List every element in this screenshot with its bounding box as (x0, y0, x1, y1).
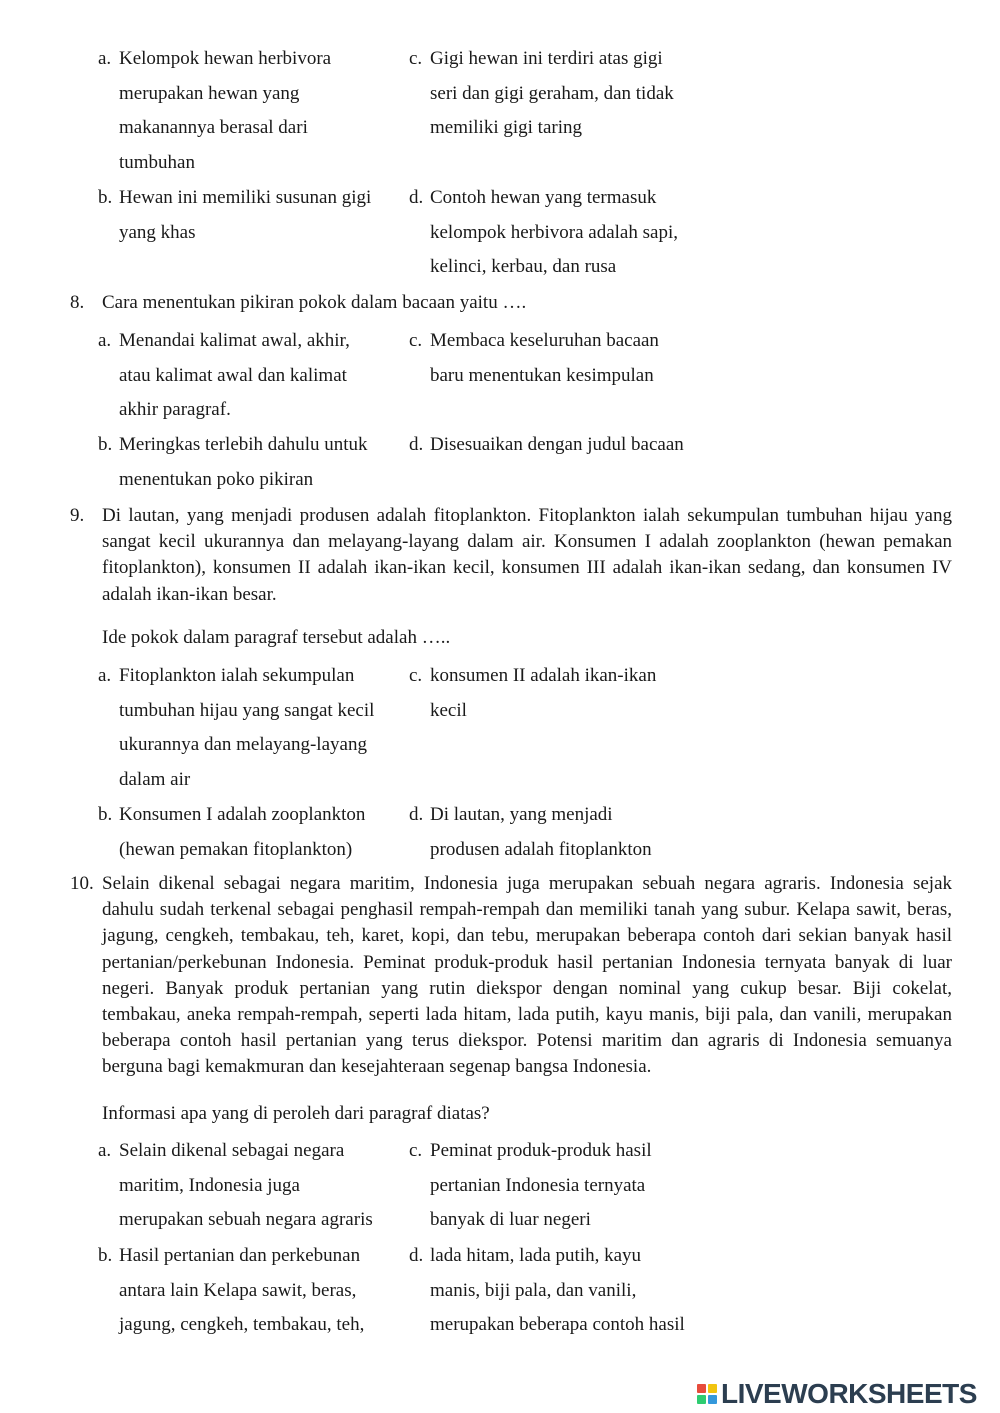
q9-option-d[interactable] (409, 798, 729, 867)
option-text-line: atau kalimat awal dan kalimat (119, 364, 347, 386)
question-9 (70, 503, 952, 608)
option-text-line: menentukan poko pikiran (119, 468, 314, 490)
option-text-line: maritim, Indonesia juga (119, 1174, 300, 1196)
option-label: c. (409, 330, 423, 351)
option-text-line: seri dan gigi geraham, dan tidak (430, 82, 674, 104)
question-paragraph: Selain dikenal sebagai negara maritim, Indonesia juga merupakan sebuah negara agraris. Indonesia sejak dahulu sudah terkenal sebagai penghasil rempah-rempah dan memiliki tanah yang subur. Kelapa sawit, beras, jagung, cengkeh, tembakau, teh, karet, kopi, dan tebu, merupakan beberapa contoh dari sekian banyak hasil pertanian/perkebunan Indonesia. Peminat produk-produk hasil pertanian Indonesia ternyata banyak di luar negeri. Banyak produk pertanian yang rutin diekspor dengan nominal yang cukup besar. Biji cokelat, tembakau, aneka rempah-rempah, seperti lada hitam, lada putih, kayu manis, biji pala, dan vanili, merupakan beberapa contoh hasil pertanian yang terus diekspor. Potensi maritim dan agraris di Indonesia semuanya berguna bagi kemakmuran dan kesejahteraan segenap bangsa Indonesia. (102, 873, 952, 1078)
option-text-line: kelompok herbivora adalah sapi, (430, 221, 678, 243)
option-text-line: dalam air (119, 768, 191, 790)
brand-name: LIVEWORKSHEETS (721, 1378, 977, 1409)
option-label: b. (98, 804, 113, 825)
option-text-line: Konsumen I adalah zooplankton (119, 804, 366, 825)
option-text-line: Gigi hewan ini terdiri atas gigi (430, 48, 663, 69)
option-text-line: merupakan sebuah negara agraris (119, 1209, 373, 1231)
option-text-line: baru menentukan kesimpulan (430, 364, 654, 386)
option-text-line: Selain dikenal sebagai negara (119, 1140, 345, 1161)
q10-option-c[interactable] (409, 1134, 729, 1238)
option-label: b. (98, 434, 113, 455)
q8-option-b[interactable] (98, 428, 398, 497)
option-label: a. (98, 665, 112, 686)
option-text-line: makanannya berasal dari (119, 117, 308, 139)
option-text-line: ukurannya dan melayang-layang (119, 734, 367, 756)
option-text-line: lada hitam, lada putih, kayu (430, 1245, 642, 1266)
q8-option-d[interactable] (409, 428, 729, 463)
option-label: b. (98, 1245, 113, 1266)
option-label: a. (98, 1140, 112, 1161)
option-text-line: Menandai kalimat awal, akhir, (119, 330, 350, 351)
option-label: d. (409, 1245, 424, 1266)
option-text-line: Contoh hewan yang termasuk (430, 187, 657, 208)
q7-option-a[interactable] (98, 42, 398, 180)
option-text-line: Peminat produk-produk hasil (430, 1140, 652, 1161)
question-paragraph: Di lautan, yang menjadi produsen adalah fitoplankton. Fitoplankton ialah sekumpulan tumbuhan hijau yang sangat kecil ukurannya dan melayang-layang dalam air. Konsumen I adalah zooplankton (hewan pemakan fitoplankton), konsumen II adalah ikan-ikan kecil, konsumen III adalah ikan-ikan sedang, dan konsumen IV adalah ikan-ikan besar. (102, 505, 952, 605)
q10-option-b[interactable] (98, 1239, 398, 1343)
question-number: 9. (70, 505, 85, 526)
logo-square (697, 1384, 706, 1393)
option-text-line: Fitoplankton ialah sekumpulan (119, 665, 355, 686)
option-text-line: produsen adalah fitoplankton (430, 838, 652, 860)
q9-option-a[interactable] (98, 659, 398, 797)
option-text-line: tumbuhan (119, 151, 195, 173)
question-text: Cara menentukan pikiran pokok dalam bacaan yaitu …. (102, 292, 527, 313)
option-label: a. (98, 330, 112, 351)
option-label: a. (98, 48, 112, 69)
q10-option-d[interactable] (409, 1239, 729, 1343)
logo-square (708, 1384, 717, 1393)
question-number: 10. (70, 873, 94, 894)
option-text-line: banyak di luar negeri (430, 1209, 591, 1231)
option-text-line: manis, biji pala, dan vanili, (430, 1279, 637, 1301)
option-text-line: tumbuhan hijau yang sangat kecil (119, 699, 375, 721)
q8-option-c[interactable] (409, 324, 729, 393)
q9-option-c[interactable] (409, 659, 729, 728)
option-text-line: Hasil pertanian dan perkebunan (119, 1245, 361, 1266)
option-label: c. (409, 665, 423, 686)
question-8 (70, 286, 952, 320)
liveworksheets-logo[interactable] (697, 1379, 977, 1409)
option-text-line: merupakan hewan yang (119, 82, 300, 104)
option-text-line: merupakan beberapa contoh hasil (430, 1314, 685, 1336)
q7-option-c[interactable] (409, 42, 729, 146)
q9-option-b[interactable] (98, 798, 398, 867)
option-text-line: konsumen II adalah ikan-ikan (430, 665, 657, 686)
logo-square (697, 1395, 706, 1404)
option-text-line: kecil (430, 699, 467, 721)
option-label: c. (409, 1140, 423, 1161)
liveworksheets-mark-icon (697, 1384, 717, 1404)
question-10-prompt: Informasi apa yang di peroleh dari paragraf diatas? (102, 1103, 490, 1124)
q10-option-a[interactable] (98, 1134, 398, 1238)
option-text-line: jagung, cengkeh, tembakau, teh, (119, 1314, 365, 1336)
option-label: d. (409, 804, 424, 825)
option-text-line: (hewan pemakan fitoplankton) (119, 838, 353, 860)
option-text-line: Membaca keseluruhan bacaan (430, 330, 659, 351)
option-text-line: yang khas (119, 221, 196, 243)
question-9-prompt: Ide pokok dalam paragraf tersebut adalah ….. (102, 627, 451, 648)
option-label: c. (409, 48, 423, 69)
option-text-line: Disesuaikan dengan judul bacaan (430, 434, 684, 455)
option-text-line: pertanian Indonesia ternyata (430, 1174, 646, 1196)
option-text-line: memiliki gigi taring (430, 117, 582, 139)
option-label: b. (98, 187, 113, 208)
option-label: d. (409, 187, 424, 208)
option-text-line: kelinci, kerbau, dan rusa (430, 256, 617, 278)
q7-option-d[interactable] (409, 181, 729, 285)
question-10 (70, 871, 952, 1081)
q8-option-a[interactable] (98, 324, 398, 428)
option-text-line: Kelompok hewan herbivora (119, 48, 332, 69)
option-text-line: Meringkas terlebih dahulu untuk (119, 434, 368, 455)
option-text-line: Di lautan, yang menjadi (430, 804, 613, 825)
option-text-line: antara lain Kelapa sawit, beras, (119, 1279, 357, 1301)
logo-square (708, 1395, 717, 1404)
option-text-line: Hewan ini memiliki susunan gigi (119, 187, 372, 208)
option-label: d. (409, 434, 424, 455)
question-number: 8. (70, 292, 85, 313)
option-text-line: akhir paragraf. (119, 399, 231, 421)
q7-option-b[interactable] (98, 181, 398, 250)
